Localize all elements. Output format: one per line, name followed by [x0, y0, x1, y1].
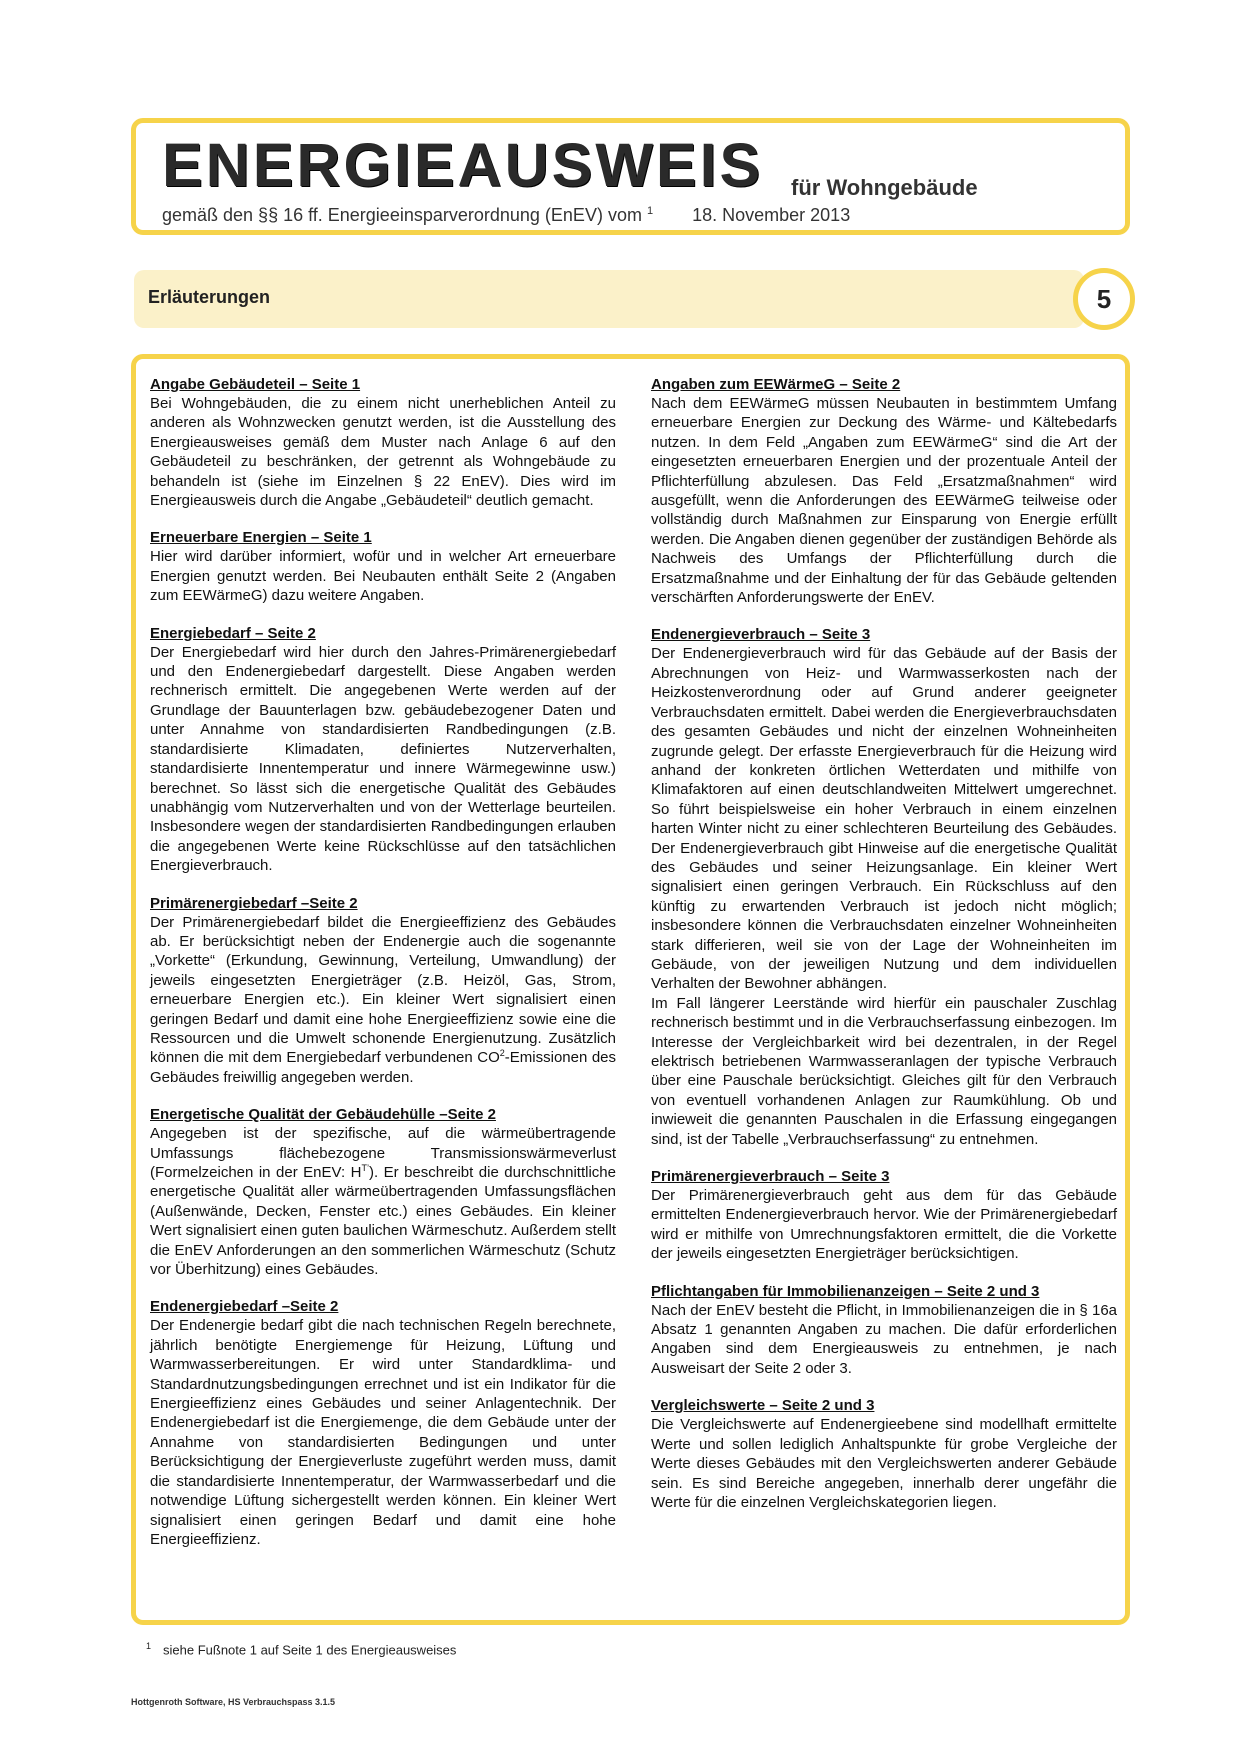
subtitle-footnote-marker: 1	[646, 205, 654, 217]
section-heading: Vergleichswerte – Seite 2 und 3	[651, 1397, 875, 1415]
footnote	[146, 1641, 456, 1657]
body-text: Angegeben ist der spezifische, auf die wärmeübertragende Umfassungs flächebezogene Transmissionswärmeverlust (Formelzeichen in der EnEV: H	[150, 1125, 616, 1181]
section-vergleichswerte	[651, 1396, 1117, 1512]
section-heading: Endenergieverbrauch – Seite 3	[651, 626, 871, 644]
section-body: Der Primärenergieverbrauch geht aus dem für das Gebäude ermittelten Endenergieverbrauch hervor. Wie der Primärenergiebedarf wird er mithilfe von Umrechnungsfaktoren ermittelt, die die Vorkette der jeweils eingesetzten Energieträger berücksichtigen.	[651, 1187, 1117, 1263]
right-column	[651, 375, 1117, 1530]
footnote-marker: 1	[146, 1641, 152, 1651]
section-body-continued: Im Fall längerer Leerstände wird hierfür ein pauschaler Zuschlag rechnerisch bestimmt und in die Verbrauchserfassung einbezogen. Im Interesse der Vergleichbarkeit wird bei dezentralen, in der Regel elektrisch betriebenen Warmwasseranlagen der typische Verbrauch über eine Pauschale berücksichtigt. Gleiches gilt für den Verbrauch von eventuell vorhandenen Anlagen zur Raumkühlung. Ob und inwieweit die genannten Pauschalen in die Erfassung eingegangen sind, ist der Tabelle „Verbrauchserfassung“ zu entnehmen.	[651, 994, 1117, 1148]
section-endenergieverbrauch	[651, 625, 1117, 1149]
section-heading: Angaben zum EEWärmeG – Seite 2	[651, 376, 901, 393]
section-body: Der Endenergie bedarf gibt die nach technischen Regeln berechnete, jährlich benötigte Energiemenge für Heizung, Lüftung und Warmwasserbereitungen. Er wird unter Standardklima- und Standardnutzungsbedingungen errechnet und ist ein Indikator für die Energieeffizienz eines Gebäudes und seiner Anlagentechnik. Der Endenergiebedarf ist die Energiemenge, die dem Gebäude unter der Annahme von standardisierten Bedingungen und unter Berücksichtigung der Energieverluste zugeführt werden muss, damit die standardisierte Innentemperatur, der Warmwasserbedarf und die notwendige Lüftung sichergestellt werden können. Ein kleiner Wert signalisiert einen geringen Bedarf und damit eine hohe Energieeffizienz.	[150, 1317, 616, 1548]
content-box	[131, 354, 1130, 1625]
body-superscript: 2	[499, 1048, 505, 1059]
section-body: Nach der EnEV besteht die Pflicht, in Immobilienanzeigen die in § 16a Absatz 1 genannten Angaben zu machen. Die dafür erforderlichen Angaben sind dem Energieausweis zu entnehmen, je nach Ausweisart der Seite 2 oder 3.	[651, 1301, 1117, 1377]
header-box	[131, 118, 1130, 235]
subtitle-date: 18. November 2013	[692, 205, 851, 225]
software-credit: Hottgenroth Software, HS Verbrauchspass 3.1.5	[131, 1697, 336, 1707]
section-body: Der Energiebedarf wird hier durch den Jahres-Primärenergiebedarf und den Endenergiebedarf dargestellt. Diese Angaben werden rechnerisch ermittelt. Die angegebenen Werte werden auf der Grundlage der Bauunterlagen bzw. gebäudebezogener Daten und unter Annahme von standardisierten Randbedingungen (z.B. standardisierte Klimadaten, definiertes Nutzerverhalten, standardisierte Innentemperatur und innere Wärmegewinne usw.) berechnet. So lässt sich die energetische Qualität des Gebäudes unabhängig vom Nutzerverhalten und von der Wetterlage beurteilen. Insbesondere wegen der standardisierten Randbedingungen erlauben die angegebenen Werte keine Rückschlüsse auf den tatsächlichen Energieverbrauch.	[150, 643, 616, 875]
section-erneuerbare-energien	[150, 528, 616, 605]
section-heading: Angabe Gebäudeteil – Seite 1	[150, 376, 361, 393]
section-primaerenergieverbrauch	[651, 1167, 1117, 1264]
section-body: Nach dem EEWärmeG müssen Neubauten in bestimmtem Umfang erneuerbare Energien zur Deckung des Wärme- und Kältebedarfs nutzen. In dem Feld „Angaben zum EEWärmeG“ sind die Art der eingesetzten erneuerbaren Energien und der prozentuale Anteil der Pflichterfüllung abzulesen. Das Feld „Ersatzmaßnahmen“ wird ausgefüllt, wenn die Anforderungen des EEWärmeG teilweise oder vollständig durch Maßnahmen zur Einsparung von Energie erfüllt werden. Die Angaben dienen gegenüber der zuständigen Behörde als Nachweis des Umfangs der Pflichterfüllung durch die Ersatzmaßnahme und der Einhaltung der für das Gebäude geltenden verschärften Anforderungswerte der EnEV.	[651, 395, 1117, 607]
section-body	[150, 913, 616, 1088]
body-superscript: T’	[361, 1163, 369, 1173]
document-title: ENERGIEAUSWEIS	[162, 131, 764, 199]
section-body: Bei Wohngebäuden, die zu einem nicht unerheblichen Anteil zu anderen als Wohnzwecken genutzt werden, ist die Ausstellung des Energieausweises gemäß dem Muster nach Anlage 6 auf den Gebäudeteil zu beschränken, der getrennt als Wohngebäude zu behandeln ist (siehe im Einzelnen § 22 EnEV). Dies wird im Energieausweis durch die Angabe „Gebäudeteil“ deutlich gemacht.	[150, 395, 616, 510]
section-energiebedarf	[150, 624, 616, 876]
section-title: Erläuterungen	[148, 287, 271, 307]
document-subtitle	[162, 205, 850, 226]
section-heading: Primärenergiebedarf –Seite 2	[150, 894, 358, 912]
section-body: Die Vergleichswerte auf Endenergieebene sind modellhaft ermittelte Werte und sollen lediglich Anhaltspunkte für grobe Vergleiche der Werte dieses Gebäudes mit den Vergleichswerten anderer Gebäude sein. Es sind Bereiche angegeben, innerhalb derer ungefähr die Werte für die einzelnen Vergleichskategorien liegen.	[651, 1416, 1117, 1511]
section-heading: Primärenergieverbrauch – Seite 3	[651, 1168, 890, 1186]
section-bar	[134, 270, 1084, 328]
left-column	[150, 375, 616, 1567]
section-heading: Pflichtangaben für Immobilienanzeigen – Seite 2 und 3	[651, 1282, 1040, 1300]
section-gebaeudehuelle	[150, 1105, 616, 1279]
body-text: Der Primärenergiebedarf bildet die Energieeffizienz des Gebäudes ab. Er berücksichtigt neben der Endenergie auch die sogenannte „Vorkette“ (Erkundung, Gewinnung, Verteilung, Umwandlung) der jeweils eingesetzten Energieträger (z.B. Heizöl, Gas, Strom, erneuerbare Energien etc.). Ein kleiner Wert signalisiert einen geringen Bedarf und damit eine hohe Energieeffizienz sowie eine die Ressourcen und die Umwelt schonende Energienutzung. Zusätzlich können die mit dem Energiebedarf verbundenen CO	[150, 913, 616, 1067]
section-primaerenergiebedarf	[150, 894, 616, 1088]
section-heading: Endenergiebedarf –Seite 2	[150, 1298, 339, 1316]
section-pflichtangaben	[651, 1282, 1117, 1379]
section-angabe-gebaeudeteil	[150, 375, 616, 510]
footnote-text: siehe Fußnote 1 auf Seite 1 des Energieausweises	[163, 1642, 457, 1658]
page-number-badge: 5	[1073, 268, 1135, 330]
section-heading: Erneuerbare Energien – Seite 1	[150, 529, 372, 547]
document-title-suffix: für Wohngebäude	[791, 175, 978, 200]
body-text: -Emissionen des Gebäudes freiwillig angegeben werden.	[150, 1049, 617, 1086]
section-heading: Energiebedarf – Seite 2	[150, 624, 316, 642]
section-endenergiebedarf	[150, 1297, 616, 1549]
section-body: Der Endenergieverbrauch wird für das Gebäude auf der Basis der Abrechnungen von Heiz- und Warmwasserkosten nach der Heizkostenverordnung oder auf Grund anderer geeigneter Verbrauchsdaten ermittelt. Dabei werden die Energieverbrauchsdaten des gesamten Gebäudes und nicht der einzelnen Wohneinheiten zugrunde gelegt. Der erfasste Energieverbrauch für die Heizung wird anhand der konkreten örtlichen Wetterdaten und mithilfe von Klimafaktoren auf einen deutschlandweiten Mittelwert umgerechnet. So führt beispielsweise ein hoher Verbrauch in einem einzelnen harten Winter nicht zu einer schlechteren Beurteilung des Gebäudes. Der Endenergieverbrauch gibt Hinweise auf die energetische Qualität des Gebäudes und seiner Heizungsanlage. Ein kleiner Wert signalisiert einen geringen Verbrauch. Ein Rückschluss auf den künftig zu erwartenden Verbrauch ist jedoch nicht möglich; insbesondere können die Verbrauchsdaten einzelner Wohneinheiten stark differieren, weil sie von der Lage der Wohneinheiten im Gebäude, von der jeweiligen Nutzung und dem individuellen Verhalten der Bewohner abhängen.	[651, 645, 1117, 993]
section-body: Hier wird darüber informiert, wofür und in welcher Art erneuerbare Energien genutzt werden. Bei Neubauten enthält Seite 2 (Angaben zum EEWärmeG) dazu weitere Angaben.	[150, 548, 616, 605]
section-heading: Energetische Qualität der Gebäudehülle –Seite 2	[150, 1106, 496, 1124]
subtitle-text: gemäß den §§ 16 ff. Energieeinsparverordnung (EnEV) vom	[162, 205, 642, 225]
section-eewaermeg	[651, 375, 1117, 607]
section-body	[150, 1124, 616, 1279]
body-text: ). Er beschreibt die durchschnittliche energetische Qualität aller wärmeübertragenden Umfassungsflächen (Außenwände, Decken, Fenster etc.) eines Gebäudes. Ein kleiner Wert signalisiert einen guten baulichen Wärmeschutz. Außerdem stellt die EnEV Anforderungen an den sommerlichen Wärmeschutz (Schutz vor Überhitzung) eines Gebäudes.	[150, 1164, 616, 1279]
